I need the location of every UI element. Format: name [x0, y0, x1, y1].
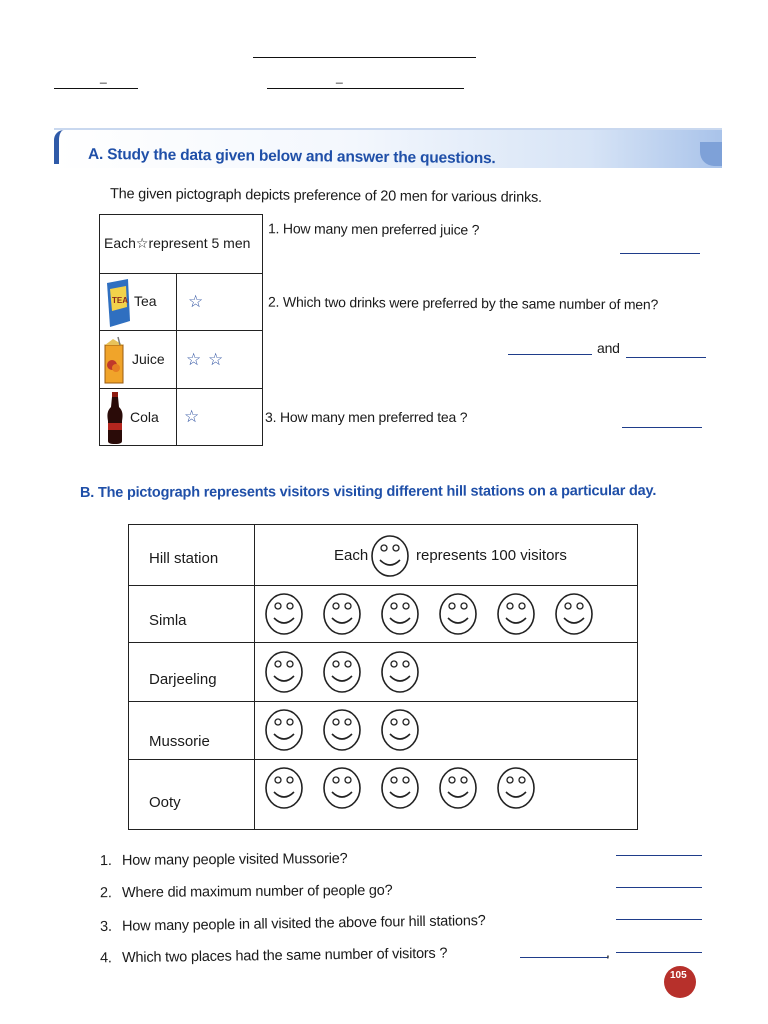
table-row-divider: [100, 273, 262, 274]
question-b4: 4. Which two places had the same number of visitors ?: [99, 945, 448, 967]
svg-text:TEA: TEA: [112, 296, 128, 305]
answer-b2-blank[interactable]: [616, 887, 702, 888]
smiley-face-icon: [379, 707, 421, 753]
answer-b4-comma: ,: [606, 944, 610, 960]
drink-name-juice: Juice: [132, 351, 165, 367]
juice-box-icon: [102, 335, 128, 387]
answer-b3-blank[interactable]: [616, 919, 702, 920]
drink-name-cola: Cola: [130, 409, 159, 425]
question-a1: 1. How many men preferred juice ?: [267, 220, 480, 238]
banner-tail-decoration: [700, 142, 722, 166]
section-a-title: A. Study the data given below and answer the questions.: [87, 145, 496, 168]
name-blank-dash: _: [100, 70, 107, 84]
table-row-divider: [129, 585, 637, 586]
section-a-intro: The given pictograph depicts preference of 20 men for various drinks.: [109, 186, 542, 206]
question-a2: 2. Which two drinks were preferred by the same number of men?: [267, 293, 659, 313]
smiley-face-icon: [379, 591, 421, 637]
title-blank-line[interactable]: [253, 57, 476, 58]
question-b3: 3. How many people in all visited the above four hill stations?: [99, 912, 486, 936]
question-b1: 1. How many people visited Mussorie?: [99, 850, 348, 870]
table-row-divider: [100, 388, 262, 389]
star-icon: ☆: [208, 350, 224, 369]
smiley-face-icon: [321, 765, 363, 811]
page-number-badge: 105: [664, 966, 696, 998]
smiley-face-icon: [379, 649, 421, 695]
drink-name-tea: Tea: [134, 293, 157, 309]
answer-a2-and: and: [597, 340, 620, 356]
name-blank-line[interactable]: [54, 88, 138, 89]
smiley-face-icon: [437, 591, 479, 637]
answer-a2-blank-2[interactable]: [626, 357, 706, 358]
star-icon: ☆: [184, 407, 200, 426]
smiley-face-icon: [369, 533, 411, 579]
tea-packet-icon: [104, 277, 132, 329]
col-header-hill-station: Hill station: [149, 550, 219, 567]
smiley-face-icon: [379, 765, 421, 811]
drinks-key-label: Each☆represent 5 men: [104, 235, 251, 251]
answer-a1-blank[interactable]: [620, 253, 700, 254]
answer-b4-blank-1[interactable]: [520, 957, 608, 958]
table-row-divider: [129, 759, 637, 760]
smiley-face-icon: [321, 707, 363, 753]
smiley-face-icon: [321, 649, 363, 695]
smiley-face-icon: [495, 591, 537, 637]
answer-b1-blank[interactable]: [616, 855, 702, 856]
table-row-divider: [129, 701, 637, 702]
smiley-face-icon: [263, 591, 305, 637]
table-col-divider: [254, 525, 255, 829]
class-blank-line[interactable]: [267, 88, 464, 89]
banner-curl-icon: [54, 130, 73, 164]
station-name-mussorie: Mussorie: [149, 733, 210, 750]
drinks-pictograph-table: [99, 214, 263, 446]
hill-station-pictograph-table: [128, 524, 638, 830]
station-name-ooty: Ooty: [149, 794, 181, 811]
answer-a2-blank-1[interactable]: [508, 354, 592, 355]
question-a3: 3. How many men preferred tea ?: [265, 409, 468, 425]
table-col-divider: [176, 273, 177, 445]
key-represents-text: represents 100 visitors: [416, 547, 567, 564]
section-b-title: B. The pictograph represents visitors visiting different hill stations on a particular day.: [79, 482, 657, 502]
star-icon: ☆: [188, 292, 204, 311]
smiley-face-icon: [263, 649, 305, 695]
cola-bottle-icon: [106, 391, 124, 445]
smiley-face-icon: [263, 765, 305, 811]
answer-a3-blank[interactable]: [622, 427, 702, 428]
table-row-divider: [129, 642, 637, 643]
smiley-face-icon: [263, 707, 305, 753]
smiley-face-icon: [321, 591, 363, 637]
station-name-darjeeling: Darjeeling: [149, 671, 217, 688]
smiley-face-icon: [553, 591, 595, 637]
key-each-text: Each: [334, 547, 369, 564]
answer-b4-blank-2[interactable]: [616, 952, 702, 953]
table-row-divider: [100, 330, 262, 331]
smiley-face-icon: [495, 765, 537, 811]
class-blank-dash: _: [336, 70, 343, 84]
station-name-simla: Simla: [149, 612, 187, 629]
question-b2: 2. Where did maximum number of people go?: [99, 882, 393, 902]
smiley-face-icon: [437, 765, 479, 811]
star-icon: ☆: [186, 350, 202, 369]
